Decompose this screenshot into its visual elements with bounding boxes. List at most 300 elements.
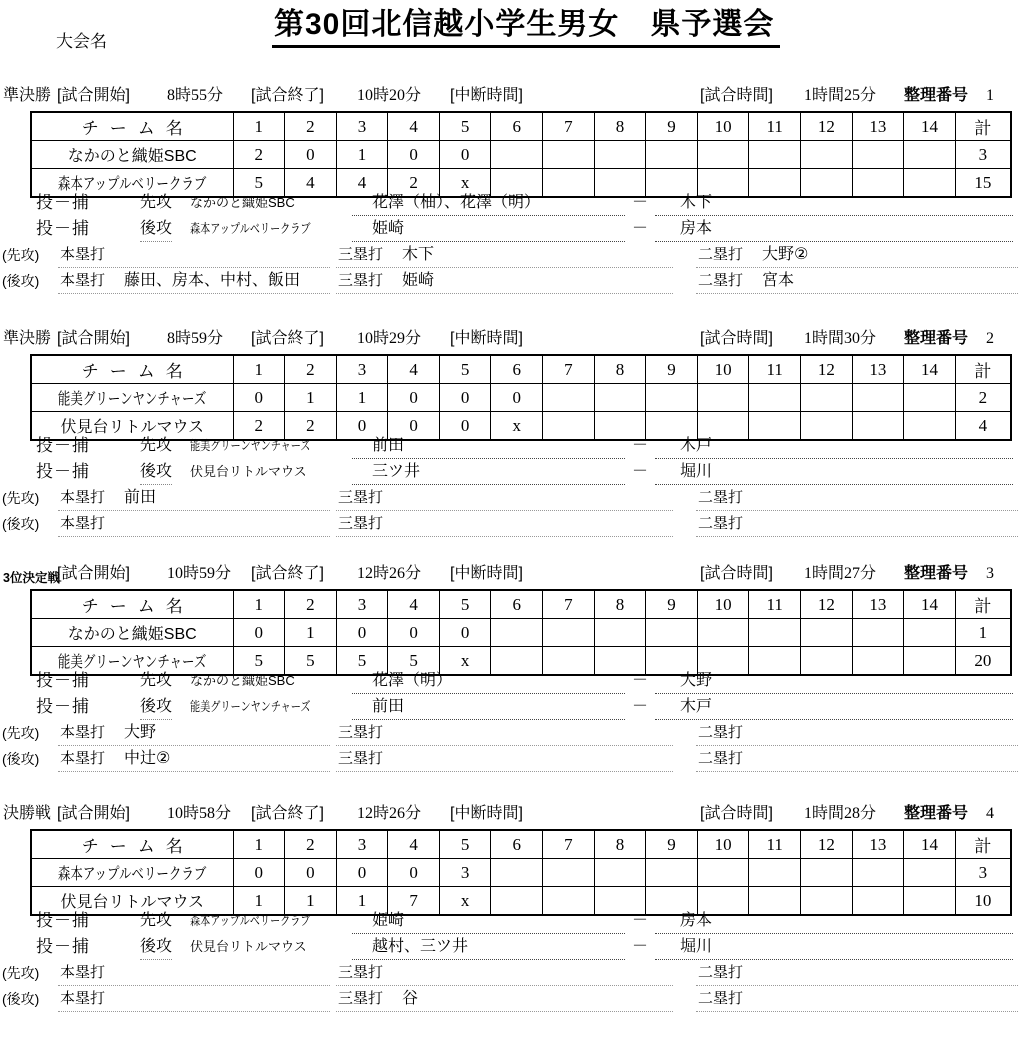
inning-score-cell: x <box>491 412 543 441</box>
side-label-second: 後攻 <box>140 460 172 485</box>
game-end-time: 12時26分 <box>357 805 422 822</box>
battery-dash: － <box>631 698 648 715</box>
triple-field <box>336 269 673 294</box>
inning-number-header: 1 <box>233 590 285 619</box>
inning-score-cell <box>646 619 698 647</box>
inning-number-header: 11 <box>749 830 801 859</box>
inning-score-cell <box>697 384 749 412</box>
inning-score-cell: 0 <box>388 412 440 441</box>
double-label: 二塁打 <box>698 750 744 767</box>
battery-team-name: 森本アップルベリークラブ <box>190 913 311 928</box>
hits-row-second <box>0 987 1024 1011</box>
inning-number-header: 14 <box>904 830 956 859</box>
side-paren-second: (後攻) <box>2 273 40 289</box>
game-header <box>0 803 1024 827</box>
inning-number-header: 11 <box>749 590 801 619</box>
inning-score-cell <box>594 384 646 412</box>
battery-row-second <box>0 217 1024 241</box>
triple-field <box>336 721 673 746</box>
inning-score-cell: 1 <box>336 887 388 916</box>
inning-score-cell <box>543 384 595 412</box>
catcher-field: 房本 <box>655 909 1013 934</box>
inning-number-header: 10 <box>697 590 749 619</box>
hits-row-second <box>0 512 1024 536</box>
inning-number-header: 13 <box>852 830 904 859</box>
side-paren-first: (先攻) <box>2 490 40 506</box>
side-label-first: 先攻 <box>140 194 173 211</box>
game-header <box>0 328 1024 352</box>
inning-score-cell <box>852 619 904 647</box>
inning-score-cell: 0 <box>388 859 440 887</box>
inning-score-cell: 2 <box>233 141 285 169</box>
innings-header-row <box>31 830 1011 859</box>
game-start-time: 8時55分 <box>167 87 224 104</box>
game-start-label: [試合開始] <box>57 330 130 347</box>
homerun-value: 大野 <box>124 724 157 741</box>
game-start-time: 8時59分 <box>167 330 224 347</box>
double-value: 宮本 <box>762 272 795 289</box>
inning-score-cell: 0 <box>336 859 388 887</box>
inning-score-cell: 2 <box>388 169 440 198</box>
interrupt-label: [中断時間] <box>450 565 523 582</box>
inning-score-cell: 4 <box>336 169 388 198</box>
inning-score-cell: 1 <box>336 141 388 169</box>
inning-number-header: 8 <box>594 590 646 619</box>
score-table <box>30 589 1012 676</box>
inning-number-header: 9 <box>646 355 698 384</box>
inning-score-cell <box>697 141 749 169</box>
hits-row-first <box>0 721 1024 745</box>
inning-score-cell: 2 <box>285 412 337 441</box>
inning-number-header: 7 <box>543 112 595 141</box>
battery-dash: － <box>631 194 648 211</box>
inning-number-header: 12 <box>801 355 853 384</box>
homerun-value: 藤田、房本、中村、飯田 <box>124 272 301 289</box>
total-header: 計 <box>955 355 1011 384</box>
score-table <box>30 354 1012 441</box>
inning-score-cell <box>852 141 904 169</box>
triple-label: 三塁打 <box>338 750 384 767</box>
meet-name-label: 大会名 <box>56 32 107 51</box>
inning-score-cell <box>697 619 749 647</box>
inning-number-header: 7 <box>543 355 595 384</box>
team-name: 伏見台リトルマウス <box>60 419 205 436</box>
serial-number: 2 <box>986 330 994 347</box>
inning-number-header: 14 <box>904 112 956 141</box>
pitchers-field: 三ツ井 <box>352 460 625 485</box>
inning-number-header: 9 <box>646 590 698 619</box>
hits-row-second <box>0 747 1024 771</box>
inning-score-cell <box>543 619 595 647</box>
side-paren-first: (先攻) <box>2 247 40 263</box>
inning-score-cell <box>491 619 543 647</box>
inning-number-header: 7 <box>543 590 595 619</box>
battery-team-name: 伏見台リトルマウス <box>190 464 307 479</box>
inning-number-header: 1 <box>233 112 285 141</box>
catcher-field: 木下 <box>655 191 1013 216</box>
inning-number-header: 14 <box>904 355 956 384</box>
team-name: なかのと織姫SBC <box>67 148 197 165</box>
inning-score-cell: 5 <box>233 169 285 198</box>
inning-number-header: 9 <box>646 112 698 141</box>
game-header <box>0 85 1024 109</box>
inning-score-cell <box>852 859 904 887</box>
inning-number-header: 9 <box>646 830 698 859</box>
pitchers-field: 越村、三ツ井 <box>352 935 625 960</box>
inning-number-header: 13 <box>852 590 904 619</box>
inning-number-header: 11 <box>749 112 801 141</box>
team-name-cell <box>31 384 233 412</box>
hits-row-first <box>0 961 1024 985</box>
side-label-first: 先攻 <box>140 672 173 689</box>
side-paren-second: (後攻) <box>2 516 40 532</box>
hits-row-first <box>0 243 1024 267</box>
side-paren-second: (後攻) <box>2 751 40 767</box>
inning-number-header: 12 <box>801 830 853 859</box>
inning-score-cell <box>801 619 853 647</box>
inning-score-cell <box>646 859 698 887</box>
inning-score-cell <box>594 141 646 169</box>
side-paren-first: (先攻) <box>2 725 40 741</box>
battery-row-first <box>0 191 1024 215</box>
triple-field <box>336 243 673 268</box>
side-label-second: 後攻 <box>140 935 172 960</box>
team-name-header: チーム名 <box>31 830 233 859</box>
game-duration-label: [試合時間] <box>700 565 773 582</box>
inning-score-cell <box>749 384 801 412</box>
double-field <box>696 721 1018 746</box>
inning-score-cell: 1 <box>285 887 337 916</box>
total-score-cell: 20 <box>955 647 1011 676</box>
triple-value: 木下 <box>402 246 435 263</box>
round-label: 決勝戦 <box>3 805 52 822</box>
team-name-cell <box>31 619 233 647</box>
homerun-field <box>58 747 330 772</box>
total-score-cell: 3 <box>955 141 1011 169</box>
inning-score-cell <box>543 141 595 169</box>
team-name-header: チーム名 <box>31 112 233 141</box>
inning-score-cell <box>697 859 749 887</box>
team-score-row <box>31 619 1011 647</box>
triple-value: 姫崎 <box>402 272 435 289</box>
double-value: 大野② <box>762 246 809 263</box>
side-paren-second: (後攻) <box>2 991 40 1007</box>
inning-number-header: 5 <box>439 830 491 859</box>
catcher-field: 房本 <box>655 217 1013 242</box>
pitcher-catcher-label: 投－捕 <box>36 671 90 690</box>
inning-score-cell <box>491 141 543 169</box>
homerun-label: 本塁打 <box>60 724 106 741</box>
battery-dash: － <box>631 912 648 929</box>
side-label-first: 先攻 <box>140 912 173 929</box>
battery-dash: － <box>631 463 648 480</box>
inning-score-cell: 1 <box>285 619 337 647</box>
double-field <box>696 747 1018 772</box>
team-name-cell <box>31 141 233 169</box>
triple-field <box>336 747 673 772</box>
inning-score-cell: 0 <box>388 141 440 169</box>
inning-score-cell: 0 <box>439 412 491 441</box>
serial-number: 4 <box>986 805 994 822</box>
double-field <box>696 243 1018 268</box>
inning-score-cell: 0 <box>285 859 337 887</box>
pitcher-catcher-label: 投－捕 <box>36 436 90 455</box>
triple-label: 三塁打 <box>338 724 384 741</box>
double-label: 二塁打 <box>698 246 744 263</box>
round-label: 3位決定戦 <box>3 571 60 585</box>
inning-number-header: 7 <box>543 830 595 859</box>
inning-score-cell: 5 <box>233 647 285 676</box>
hits-row-second <box>0 269 1024 293</box>
team-score-row <box>31 859 1011 887</box>
team-name: なかのと織姫SBC <box>67 626 197 643</box>
homerun-field <box>58 243 330 268</box>
game-start-label: [試合開始] <box>57 87 130 104</box>
inning-score-cell <box>801 859 853 887</box>
inning-score-cell: 0 <box>439 384 491 412</box>
battery-dash: － <box>631 220 648 237</box>
inning-number-header: 3 <box>336 830 388 859</box>
inning-score-cell: x <box>439 169 491 198</box>
page-title: 第30回北信越小学生男女 県予選会 <box>272 6 780 48</box>
pitchers-field: 花澤（明） <box>352 669 625 694</box>
inning-score-cell: 1 <box>285 384 337 412</box>
game-block-2 <box>0 328 1024 544</box>
inning-score-cell: x <box>439 887 491 916</box>
game-header <box>0 563 1024 587</box>
triple-label: 三塁打 <box>338 272 384 289</box>
double-label: 二塁打 <box>698 515 744 532</box>
inning-score-cell: 5 <box>336 647 388 676</box>
inning-score-cell: 0 <box>388 384 440 412</box>
innings-header-row <box>31 355 1011 384</box>
inning-score-cell <box>491 859 543 887</box>
score-table <box>30 829 1012 916</box>
inning-score-cell <box>801 141 853 169</box>
battery-row-second <box>0 695 1024 719</box>
battery-team-name: 能美グリーンヤンチャーズ <box>190 699 311 714</box>
inning-number-header: 11 <box>749 355 801 384</box>
battery-team-name: なかのと織姫SBC <box>190 195 295 210</box>
pitcher-catcher-label: 投－捕 <box>36 911 90 930</box>
total-header: 計 <box>955 590 1011 619</box>
inning-number-header: 3 <box>336 355 388 384</box>
homerun-label: 本塁打 <box>60 990 106 1007</box>
battery-row-first <box>0 434 1024 458</box>
triple-label: 三塁打 <box>338 964 384 981</box>
triple-label: 三塁打 <box>338 990 384 1007</box>
pitchers-field: 前田 <box>352 695 625 720</box>
round-label: 準決勝 <box>3 87 52 104</box>
inning-score-cell: 0 <box>336 619 388 647</box>
inning-number-header: 4 <box>388 112 440 141</box>
inning-score-cell: 1 <box>336 384 388 412</box>
side-label-first: 先攻 <box>140 437 173 454</box>
inning-score-cell <box>594 859 646 887</box>
inning-score-cell: 0 <box>388 619 440 647</box>
homerun-label: 本塁打 <box>60 489 106 506</box>
inning-number-header: 1 <box>233 830 285 859</box>
side-label-second: 後攻 <box>140 217 172 242</box>
game-duration-label: [試合時間] <box>700 805 773 822</box>
serial-number-label: 整理番号 <box>904 330 969 347</box>
inning-score-cell <box>852 384 904 412</box>
homerun-field <box>58 512 330 537</box>
inning-number-header: 6 <box>491 355 543 384</box>
inning-number-header: 14 <box>904 590 956 619</box>
total-score-cell: 15 <box>955 169 1011 198</box>
inning-number-header: 13 <box>852 355 904 384</box>
double-field <box>696 987 1018 1012</box>
double-field <box>696 486 1018 511</box>
total-score-cell: 3 <box>955 859 1011 887</box>
battery-row-first <box>0 909 1024 933</box>
inning-score-cell: 0 <box>233 619 285 647</box>
triple-value: 谷 <box>402 990 419 1007</box>
inning-score-cell <box>904 859 956 887</box>
team-name-header: チーム名 <box>31 590 233 619</box>
inning-score-cell: 7 <box>388 887 440 916</box>
pitchers-field: 前田 <box>352 434 625 459</box>
total-score-cell: 10 <box>955 887 1011 916</box>
inning-number-header: 5 <box>439 112 491 141</box>
triple-label: 三塁打 <box>338 489 384 506</box>
inning-number-header: 10 <box>697 830 749 859</box>
game-end-label: [試合終了] <box>251 565 324 582</box>
game-start-time: 10時59分 <box>167 565 232 582</box>
team-name: 能美グリーンヤンチャーズ <box>58 391 207 408</box>
game-block-1 <box>0 85 1024 301</box>
homerun-label: 本塁打 <box>60 750 106 767</box>
battery-team-name: 伏見台リトルマウス <box>190 939 307 954</box>
inning-number-header: 2 <box>285 355 337 384</box>
inning-score-cell: 2 <box>233 412 285 441</box>
total-score-cell: 1 <box>955 619 1011 647</box>
total-score-cell: 2 <box>955 384 1011 412</box>
inning-number-header: 8 <box>594 830 646 859</box>
pitcher-catcher-label: 投－捕 <box>36 193 90 212</box>
homerun-label: 本塁打 <box>60 246 106 263</box>
inning-number-header: 6 <box>491 590 543 619</box>
serial-number-label: 整理番号 <box>904 805 969 822</box>
inning-score-cell: 3 <box>439 859 491 887</box>
triple-field <box>336 961 673 986</box>
pitcher-catcher-label: 投－捕 <box>36 219 90 238</box>
game-duration: 1時間30分 <box>804 330 877 347</box>
inning-score-cell: 4 <box>285 169 337 198</box>
team-name-header: チーム名 <box>31 355 233 384</box>
team-score-row <box>31 141 1011 169</box>
game-duration: 1時間28分 <box>804 805 877 822</box>
team-name: 能美グリーンヤンチャーズ <box>58 654 207 671</box>
battery-dash: － <box>631 437 648 454</box>
double-label: 二塁打 <box>698 724 744 741</box>
pitchers-field: 花澤（柚）、花澤（明） <box>352 191 625 216</box>
inning-number-header: 8 <box>594 112 646 141</box>
game-duration: 1時間27分 <box>804 565 877 582</box>
game-block-4 <box>0 803 1024 1019</box>
inning-number-header: 4 <box>388 830 440 859</box>
inning-number-header: 2 <box>285 830 337 859</box>
team-name-cell <box>31 859 233 887</box>
serial-number-label: 整理番号 <box>904 565 969 582</box>
inning-number-header: 3 <box>336 112 388 141</box>
homerun-value: 前田 <box>124 489 157 506</box>
triple-field <box>336 987 673 1012</box>
inning-number-header: 12 <box>801 590 853 619</box>
serial-number-label: 整理番号 <box>904 87 969 104</box>
battery-team-name: なかのと織姫SBC <box>190 673 295 688</box>
inning-number-header: 3 <box>336 590 388 619</box>
inning-number-header: 6 <box>491 830 543 859</box>
inning-score-cell: 0 <box>336 412 388 441</box>
inning-score-cell: 0 <box>233 384 285 412</box>
game-end-label: [試合終了] <box>251 87 324 104</box>
total-header: 計 <box>955 112 1011 141</box>
catcher-field: 堀川 <box>655 935 1013 960</box>
battery-team-name: 能美グリーンヤンチャーズ <box>190 438 311 453</box>
inning-score-cell <box>749 141 801 169</box>
total-score-cell: 4 <box>955 412 1011 441</box>
inning-number-header: 5 <box>439 590 491 619</box>
inning-number-header: 2 <box>285 590 337 619</box>
innings-header-row <box>31 590 1011 619</box>
triple-label: 三塁打 <box>338 515 384 532</box>
pitcher-catcher-label: 投－捕 <box>36 937 90 956</box>
game-end-time: 10時29分 <box>357 330 422 347</box>
double-label: 二塁打 <box>698 964 744 981</box>
team-name: 伏見台リトルマウス <box>60 894 205 911</box>
inning-number-header: 10 <box>697 112 749 141</box>
double-label: 二塁打 <box>698 489 744 506</box>
game-duration: 1時間25分 <box>804 87 877 104</box>
game-start-label: [試合開始] <box>57 805 130 822</box>
inning-number-header: 2 <box>285 112 337 141</box>
battery-row-second <box>0 460 1024 484</box>
inning-number-header: 6 <box>491 112 543 141</box>
hits-row-first <box>0 486 1024 510</box>
pitcher-catcher-label: 投－捕 <box>36 697 90 716</box>
homerun-field <box>58 987 330 1012</box>
battery-team-name: 森本アップルベリークラブ <box>190 221 311 236</box>
catcher-field: 堀川 <box>655 460 1013 485</box>
homerun-value: 中辻② <box>124 750 171 767</box>
triple-field <box>336 512 673 537</box>
battery-row-first <box>0 669 1024 693</box>
inning-score-cell: 5 <box>388 647 440 676</box>
total-header: 計 <box>955 830 1011 859</box>
game-end-time: 10時20分 <box>357 87 422 104</box>
catcher-field: 木戸 <box>655 434 1013 459</box>
game-end-time: 12時26分 <box>357 565 422 582</box>
team-name: 森本アップルベリークラブ <box>58 176 207 193</box>
homerun-label: 本塁打 <box>60 515 106 532</box>
double-field <box>696 512 1018 537</box>
serial-number: 3 <box>986 565 994 582</box>
inning-score-cell: 0 <box>285 141 337 169</box>
inning-score-cell <box>801 384 853 412</box>
battery-dash: － <box>631 672 648 689</box>
triple-field <box>336 486 673 511</box>
inning-score-cell <box>904 619 956 647</box>
inning-score-cell <box>594 619 646 647</box>
inning-score-cell: 1 <box>233 887 285 916</box>
inning-number-header: 5 <box>439 355 491 384</box>
inning-number-header: 8 <box>594 355 646 384</box>
game-duration-label: [試合時間] <box>700 330 773 347</box>
inning-score-cell <box>543 859 595 887</box>
pitcher-catcher-label: 投－捕 <box>36 462 90 481</box>
